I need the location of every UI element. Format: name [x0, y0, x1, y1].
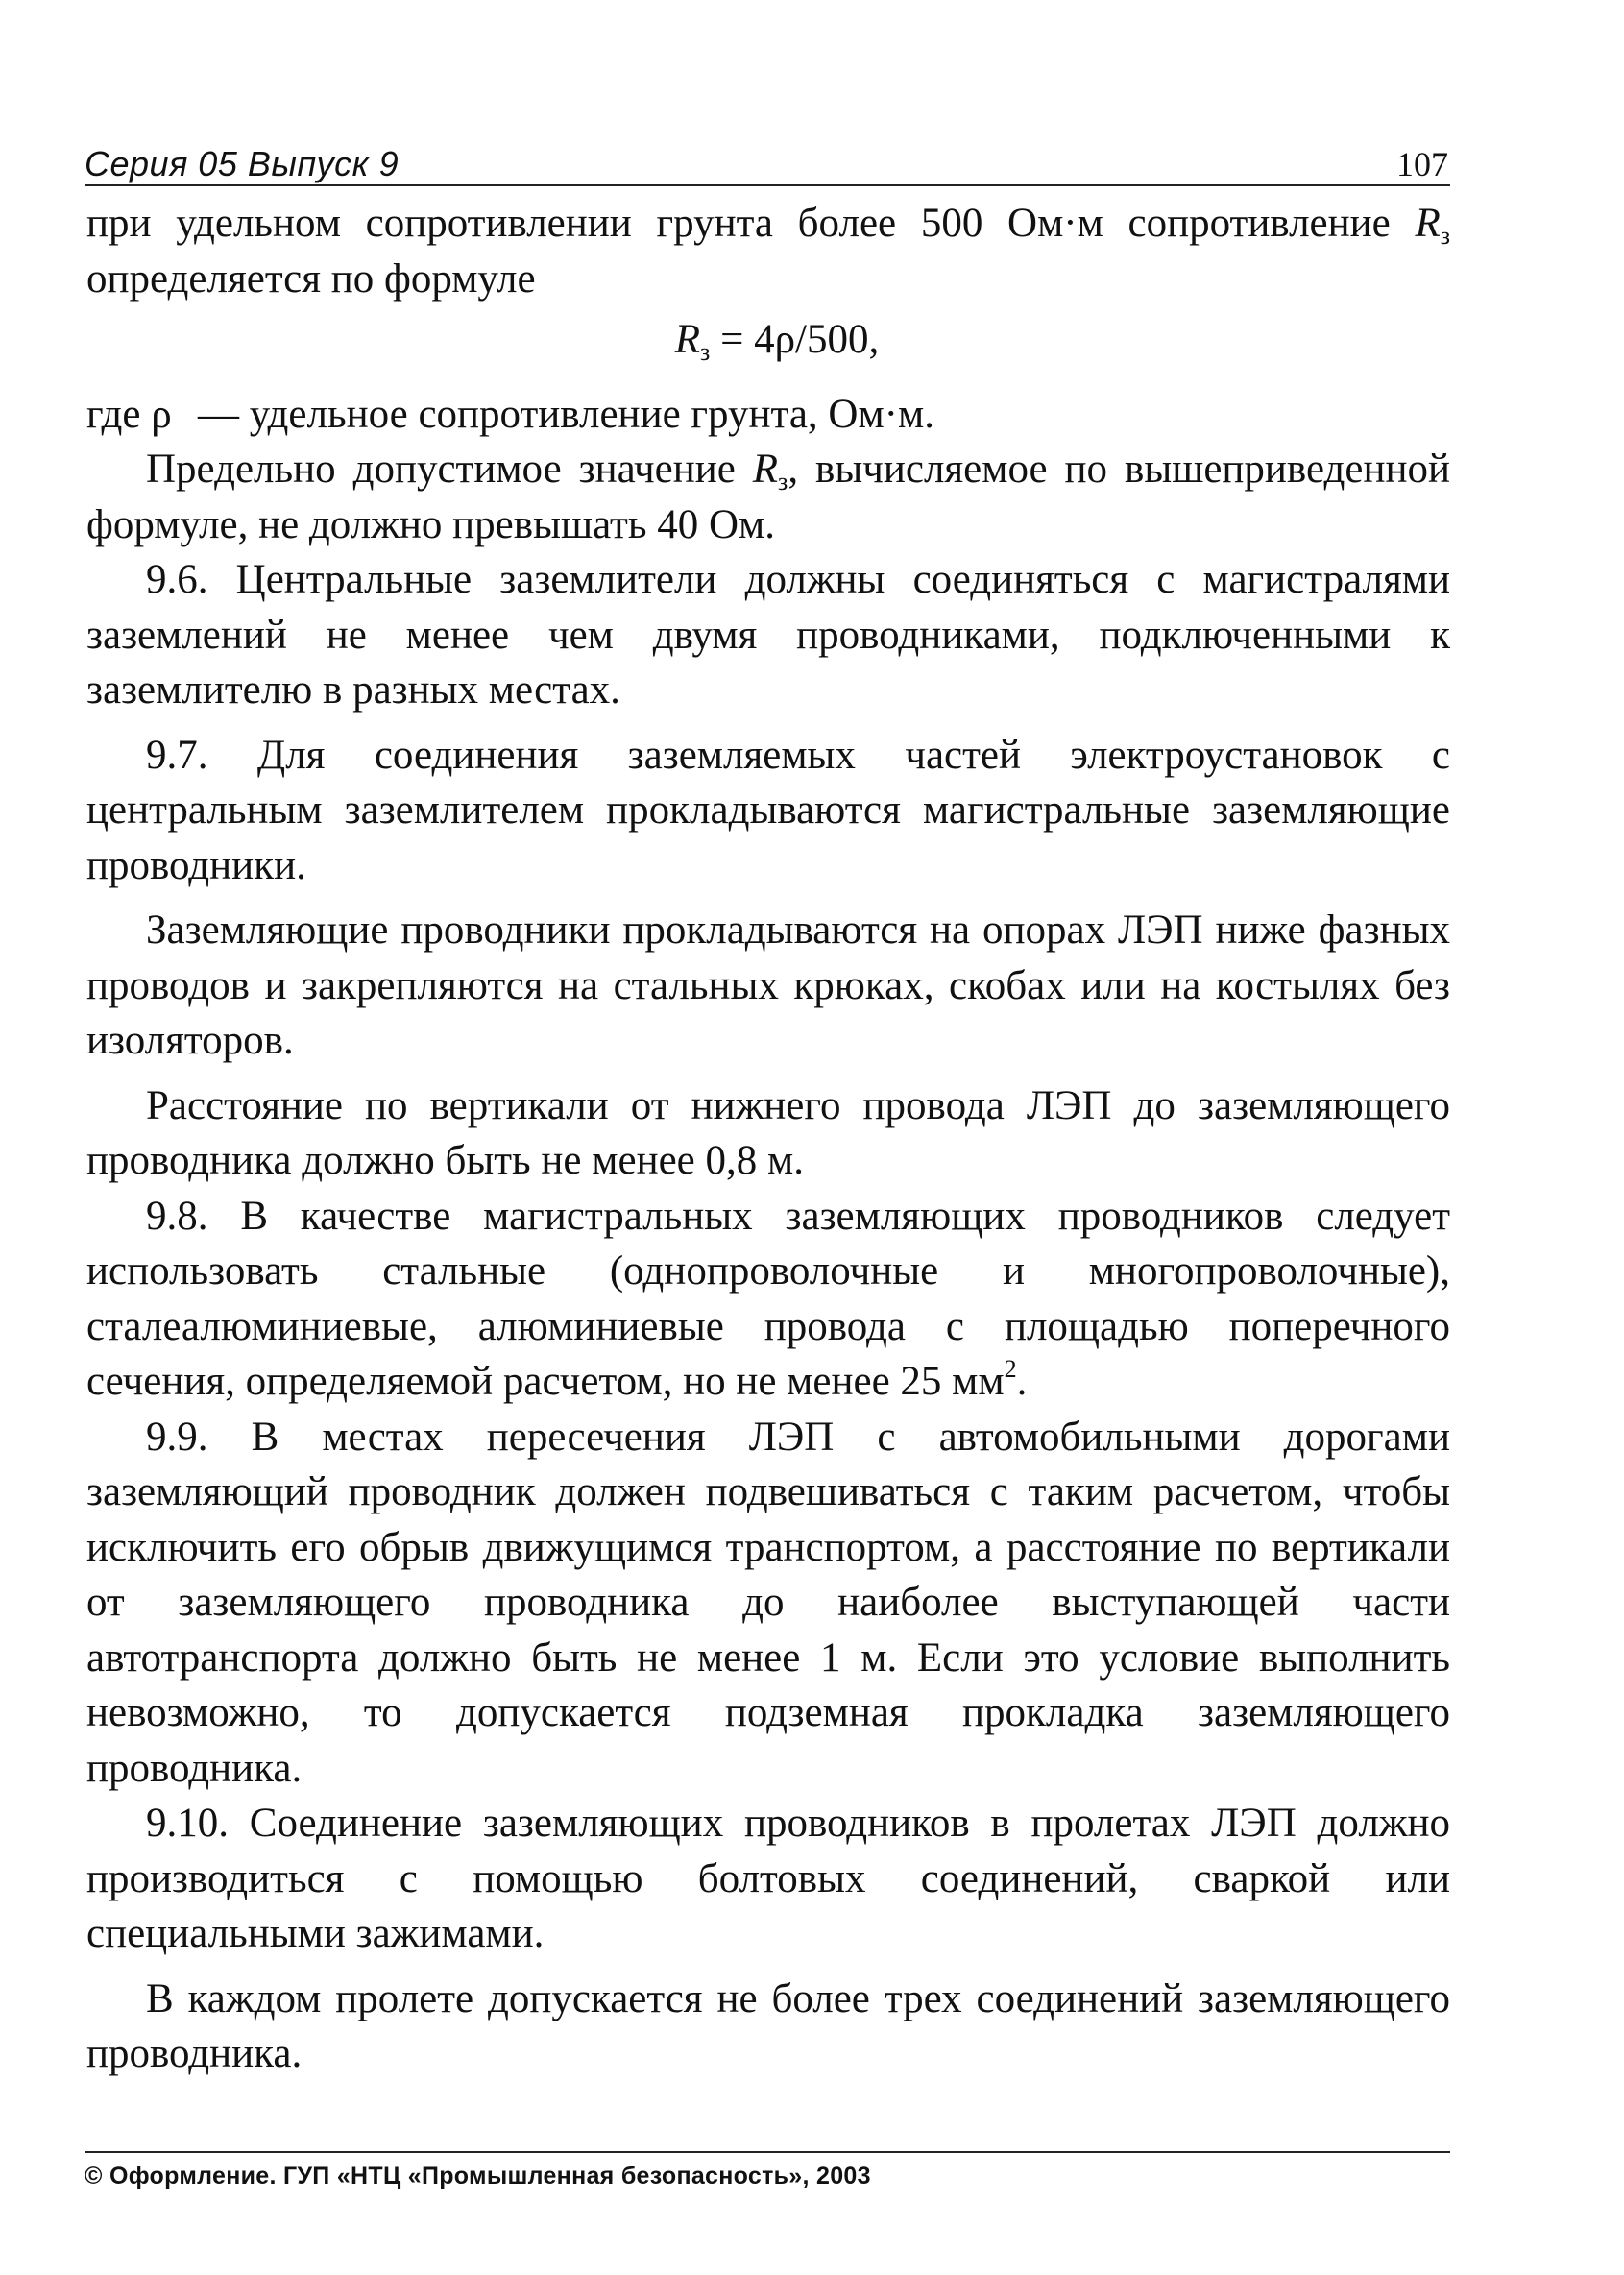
paragraph-span-joints: В каждом пролете допускается не более трех соединений заземляющего проводника.	[86, 1975, 1450, 2076]
series-title: Серия 05 Выпуск 9	[85, 144, 400, 183]
paragraph-soil-resistance	[86, 196, 1450, 306]
footer-divider	[85, 2151, 1450, 2153]
footer-copyright: © Оформление. ГУП «НТЦ «Промышленная безопасность», 2003	[85, 2163, 871, 2190]
paragraph-9-10: 9.10. Соединение заземляющих проводников в пролетах ЛЭП должно производиться с помощью болтовых соединений, сваркой или специальными зажимами.	[86, 1801, 1450, 1956]
page-body	[86, 196, 1450, 2082]
subscript: з	[700, 338, 711, 366]
formula	[86, 312, 1450, 368]
where-text: — удельное сопротивление грунта, Ом·м.	[198, 391, 934, 437]
text-span: при удельном сопротивлении грунта более 500 Ом·м сопротивление	[86, 201, 1416, 246]
variable-r: R	[752, 447, 779, 492]
paragraph-conductors-routing: Заземляющие проводники прокладываются на опорах ЛЭП ниже фазных проводов и закрепляются на стальных крюках, скобах или на костылях без изоляторов.	[86, 908, 1450, 1063]
text-span: , вычисляемое по вышеприведенной формуле, не должно превышать 40 Ом.	[86, 447, 1450, 547]
running-header	[85, 142, 1450, 186]
page-number: 107	[1396, 145, 1448, 183]
subscript: з	[778, 468, 788, 496]
paragraph-max-value	[86, 442, 1450, 552]
variable-r: R	[1415, 201, 1441, 246]
text-span: .	[1016, 1359, 1028, 1404]
where-label: где ρ	[86, 391, 172, 437]
paragraph-9-7: 9.7. Для соединения заземляемых частей электроустановок с центральным заземлителем прокладываются магистральные заземляющие проводники.	[86, 732, 1450, 888]
where-definition	[86, 387, 1450, 443]
subscript: з	[1440, 222, 1450, 250]
paragraph-vertical-distance: Расстояние по вертикали от нижнего провода ЛЭП до заземляющего проводника должно быть не менее 0,8 м.	[86, 1082, 1450, 1183]
paragraph-9-8	[86, 1189, 1450, 1410]
text-span: определяется по формуле	[86, 255, 536, 302]
formula-rhs: = 4ρ/500,	[710, 317, 880, 362]
text-span: 9.8. В качестве магистральных заземляющих проводников следует использовать стальные (однопроволочные и многопроволочные), сталеалюминиевые, алюминиевые провода с площадью поперечного сечения, определяемой расчетом, но не менее 25 мм	[86, 1193, 1450, 1404]
paragraph-9-9: 9.9. В местах пересечения ЛЭП с автомобильными дорогами заземляющий проводник должен подвешиваться с таким расчетом, чтобы исключить его обрыв движущимся транспортом, а расстояние по вертикали от заземляющего проводника до наиболее выступающей части автотранспорта должно быть не менее 1 м. Если это условие выполнить невозможно, то допускается подземная прокладка заземляющего проводника.	[86, 1414, 1450, 1791]
text-span: Предельно допустимое значение	[146, 447, 753, 492]
superscript: 2	[1004, 1355, 1017, 1383]
paragraph-9-6: 9.6. Центральные заземлители должны соединяться с магистралями заземлений не менее чем двумя проводниками, подключенными к заземлителю в разных местах.	[86, 557, 1450, 713]
variable-r: R	[674, 317, 701, 362]
